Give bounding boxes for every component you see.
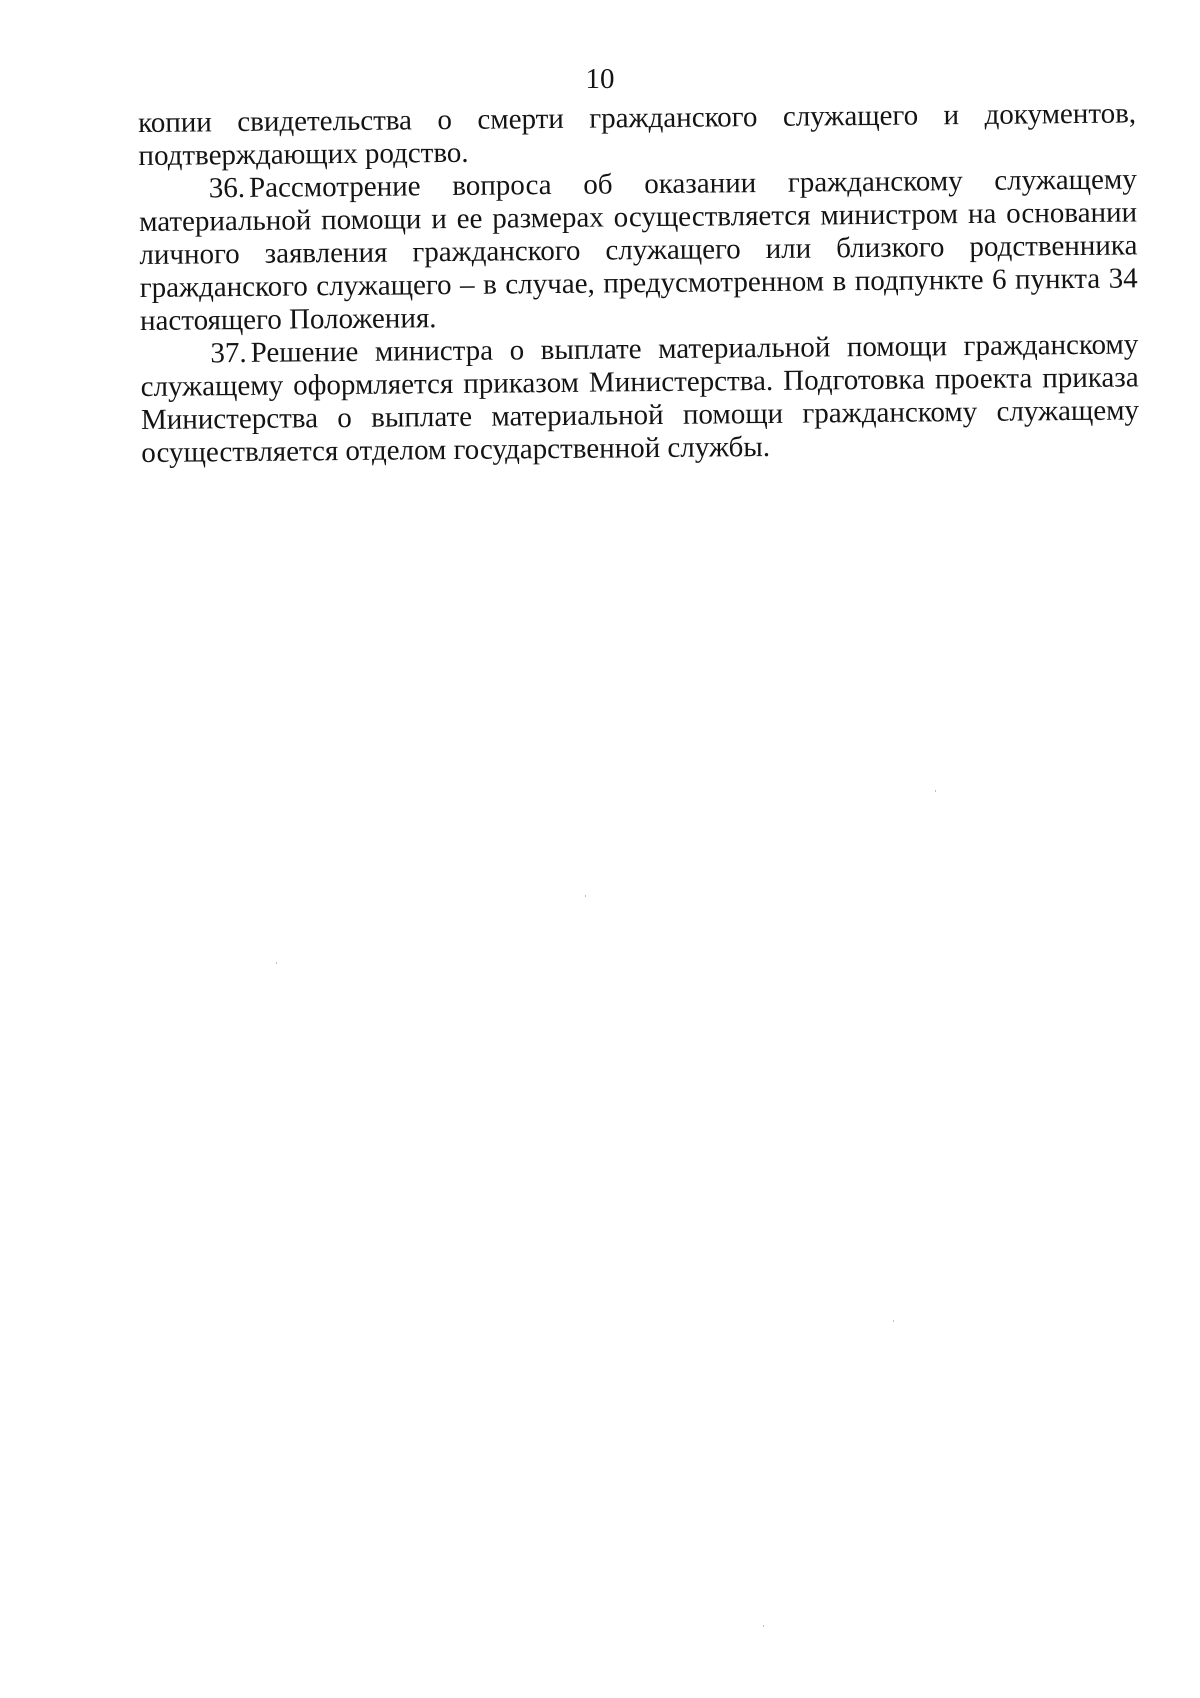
page-number: 10 bbox=[585, 63, 615, 95]
paragraph-number: 37. bbox=[210, 336, 247, 370]
paragraph-text: копии свидетельства о смерти гражданского служащего и документов, подтверждающих родство. bbox=[138, 97, 1137, 172]
scan-speck bbox=[585, 895, 586, 897]
paragraph-text: Решение министра о выплате материальной помощи гражданскому служащему оформляется приказом Министерства. Подготовка проекта приказа Министерства о выплате материальной помощи гражданскому служащему осуществляется отделом государственной службы. bbox=[140, 328, 1140, 469]
paragraph-text: Рассмотрение вопроса об оказании гражданскому служащему материальной помощи и ее размерах осуществляется министром на основании личного заявления гражданского служащего или близкого родственника гражданского служащего – в случае, предусмотренном в подпункте 6 пункта 34 настоящего Положения. bbox=[138, 163, 1138, 337]
scan-speck bbox=[893, 1320, 894, 1322]
paragraph-continuation bbox=[138, 97, 1137, 173]
paragraph-number: 36. bbox=[208, 171, 246, 205]
document-body bbox=[138, 97, 1139, 470]
scan-speck bbox=[276, 962, 277, 964]
paragraph-36 bbox=[139, 163, 1139, 338]
scan-speck bbox=[935, 790, 936, 792]
scan-speck bbox=[763, 1625, 764, 1627]
paragraph-37 bbox=[140, 328, 1139, 470]
